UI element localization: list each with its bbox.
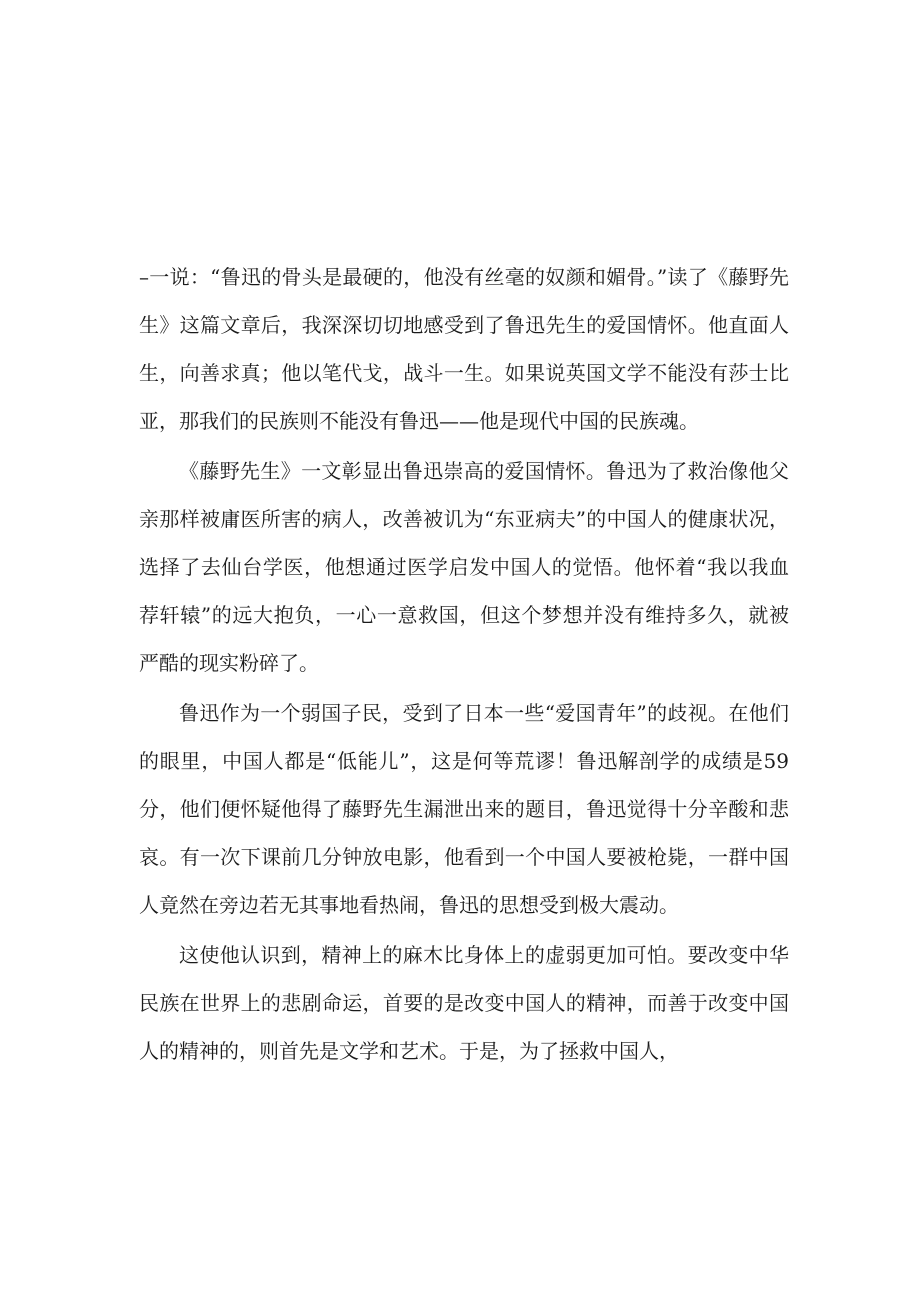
essay-paragraph-2: 《藤野先生》一文彰显出鲁迅崇高的爱国情怀。鲁迅为了救治像他父亲那样被庸医所害的病人，改善被讥为“东亚病夫”的中国人的健康状况，选择了去仙台学医，他想通过医学启发中国人的觉悟。他怀着“我以我血荐轩辕”的远大抱负，一心一意救国，但这个梦想并没有维持多久，就被严酷的现实粉碎了。 [139,459,789,675]
essay-paragraph-3: 鲁迅作为一个弱国子民，受到了日本一些“爱国青年”的歧视。在他们的眼里，中国人都是“低能儿”，这是何等荒谬！鲁迅解剖学的成绩是59分，他们便怀疑他得了藤野先生漏泄出来的题目，鲁迅觉得十分辛酸和悲哀。有一次下课前几分钟放电影，他看到一个中国人要被枪毙，一群中国人竟然在旁边若无其事地看热闹，鲁迅的思想受到极大震动。 [139,701,789,917]
essay-body [139,253,789,1077]
essay-paragraph-4: 这使他认识到，精神上的麻木比身体上的虚弱更加可怕。要改变中华民族在世界上的悲剧命运，首要的是改变中国人的精神，而善于改变中国人的精神的，则首先是文学和艺术。于是，为了拯救中国人， [139,943,789,1063]
essay-paragraph-1: –一说：“鲁迅的骨头是最硬的，他没有丝毫的奴颜和媚骨。”读了《藤野先生》这篇文章后，我深深切切地感受到了鲁迅先生的爱国情怀。他直面人生，向善求真；他以笔代戈，战斗一生。如果说英国文学不能没有莎士比亚，那我们的民族则不能没有鲁迅——他是现代中国的民族魂。 [139,265,789,433]
